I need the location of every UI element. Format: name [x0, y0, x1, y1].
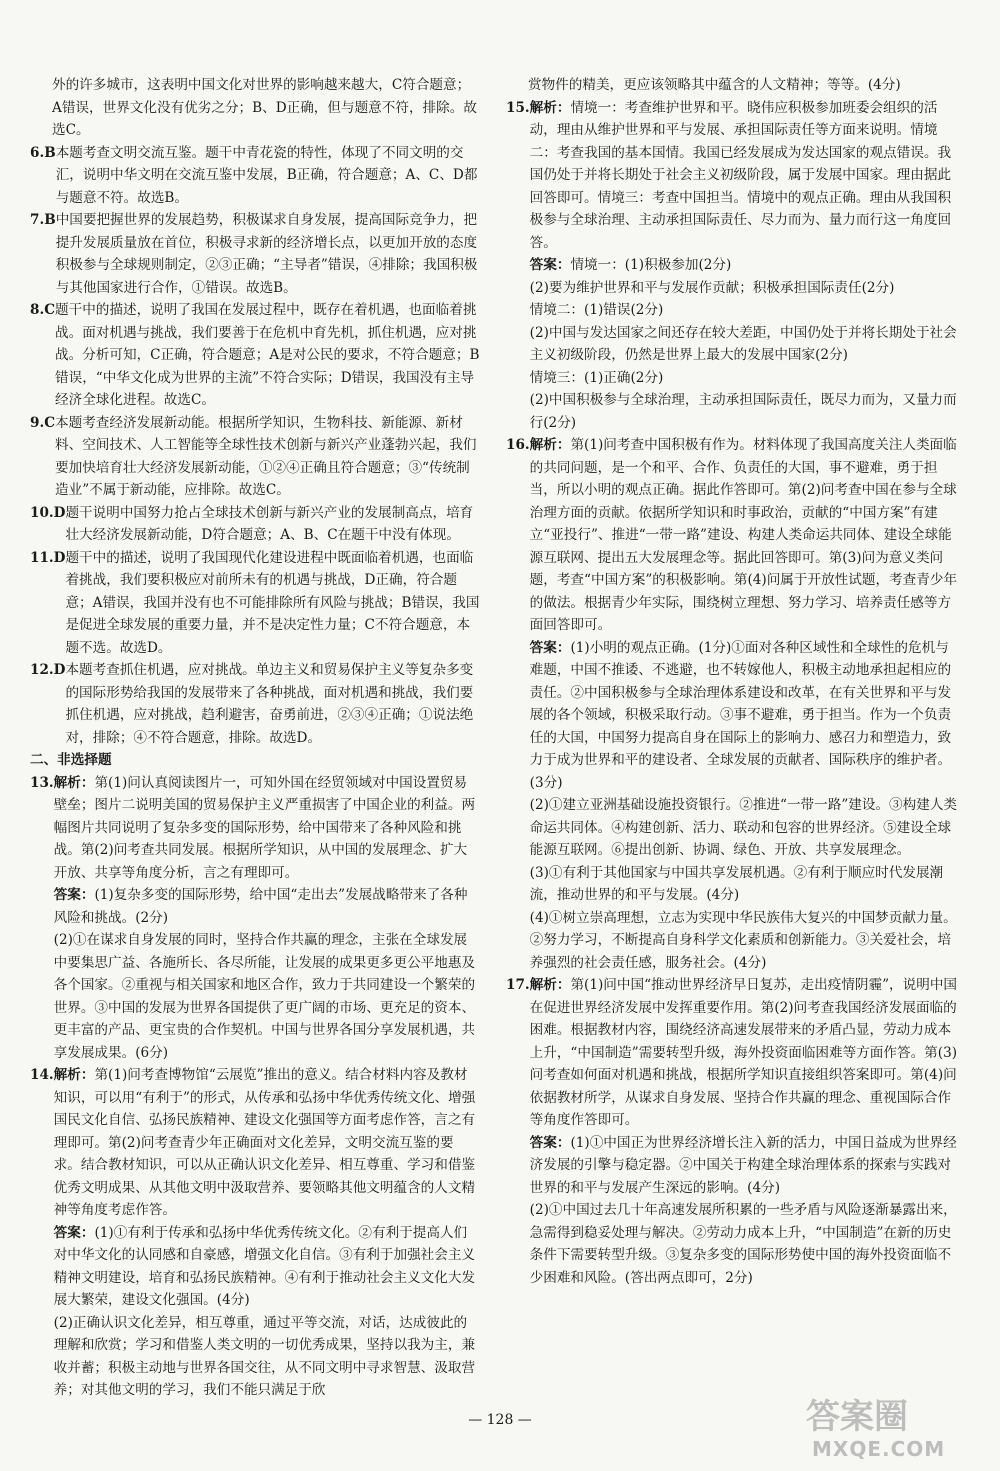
answer-block: [54, 884, 480, 929]
answer-label: 答案：: [529, 639, 571, 656]
answer-text: 本题考查抓住机遇，应对挑战。单边主义和贸易保护主义等复杂多变的国际形势给我国的发展带来了各种挑战，面对机遇和挑战，我们要抓住机遇，应对挑战，趋利避害，奋勇前进，②③④正确；①说法绝对，排除；④不符合题意，排除。故选D。: [65, 662, 474, 746]
answer-label: 答案：: [53, 887, 95, 903]
watermark-url: MXQE.COM: [812, 1437, 946, 1461]
answer-number: 8.C: [30, 302, 56, 318]
answer-label: 答案：: [53, 1224, 95, 1241]
answer-text: 本题考查文明交流互鉴。题干中青花瓷的特性，体现了不同文明的交汇，说明中华文明在交流互鉴中发展，B正确，符合题意；A、C、D都与题意不符。故选B。: [55, 144, 478, 206]
left-column: [30, 74, 480, 1402]
answer-part-2: (2)正确认识文化差异，相互尊重，通过平等交流，对话，达成彼此的理解和欣赏；学习和借鉴人类文明的一切优秀成果，坚持以我为主，兼收并蓄；积极主动地与世界各国交往，从不同文明中寻求智慧、汲取营养；对其他文明的学习，我们不能只满足于欣: [53, 1314, 476, 1398]
analysis-label: 解析：: [53, 1067, 95, 1083]
answer-item-15: [506, 97, 958, 435]
answer-label: 答案：: [529, 1134, 571, 1151]
answer-item-6: [30, 142, 480, 210]
answer-text: 题干中的描述，说明了我国在发展过程中，既存在着机遇，也面临着挑战。面对机遇与挑战，我们要善于在危机中育先机，抓住机遇，应对挑战。分析可知，C正确，符合题意；A是对公民的要求，不符合题意；B错误，“中华文化成为世界的主流”不符合实际；D错误，我国没有主导经济全球化进程。故选C。: [55, 302, 480, 408]
answer-number: 14.: [30, 1067, 54, 1083]
answer-part-1: 情境一：(1)积极参加(2分): [570, 257, 732, 273]
analysis-label: 解析：: [529, 437, 571, 453]
answer-item-12: [30, 659, 480, 749]
answer-body: [530, 97, 958, 435]
analysis-text: 第(1)问中国“推动世界经济早日复苏，走出疫情阴霾”，说明中国在促进世界经济发展中发挥重要作用。第(2)问考查我国经济发展面临的困难。根据教材内容，围绕经济高速发展带来的矛盾凸显，劳动力成本上升，“中国制造”需要转型升级，海外投资面临困难等方面作答。第(3)问考查如何面对机遇和挑战，根据所学知识直接组织答案即可。第(4)问依据教材所学，从谋求自身发展、坚持合作共赢的理念、重视国际合作等角度作答即可。: [529, 977, 958, 1128]
answer-part-1: (1)①中国正为世界经济增长注入新的活力，中国日益成为世界经济发展的引擎与稳定器。②中国关于构建全球治理体系的探索与实践对世界的和平与发展产生深远的影响。(4分): [529, 1134, 957, 1196]
continued-answer: 赏物件的精美，更应该领略其中蕴含的人文精神；等等。(4分): [528, 77, 901, 93]
answer-number: 11.D: [30, 549, 66, 566]
section-heading: 二、非选择题: [30, 752, 112, 768]
analysis-text: 情境一：考查维护世界和平。晓伟应积极参加班委会组织的活动，理由从维护世界和平与发展、承担国际责任等方面来说明。情境二：考查我国的基本国情。我国已经发展成为发达国家的观点错误。我国仍处于并将长期处于社会主义初级阶段，属于发展中国家。理由据此回答即可。情境三：考查中国担当。情境中的观点正确。理由从我国积极参与全球治理、主动承担国际责任、尽力而为、量力而行这一角度回答。: [529, 99, 952, 251]
answer-number: 12.D: [30, 662, 66, 678]
answer-part-3: 情境二：(1)错误(2分): [529, 302, 664, 318]
right-column: [506, 74, 958, 1289]
answer-part-2: (2)①在谋求自身发展的同时，坚持合作共赢的理念，主张在全球发展中要集思广益、各施所长、各尽所能，让发展的成果更多更公平地惠及各个国家。②重视与相关国家和地区合作，致力于共同建设一个繁荣的世界。③中国的发展为世界各国提供了更广阔的市场、更充足的资本、更丰富的产品、更宝贵的合作契机。中国与世界各国分享发展机遇，共享发展成果。(6分): [53, 932, 476, 1061]
answer-part-5: 情境三：(1)正确(2分): [529, 369, 664, 386]
answer-label: 答案：: [529, 257, 571, 273]
answer-item-8: [30, 299, 480, 412]
answer-part-4: (4)①树立崇高理想，立志为实现中华民族伟大复兴的中国梦贡献力量。②努力学习，不断提高自身科学文化素质和创新能力。③关爱社会，培养强烈的社会责任感，服务社会。(4分): [529, 909, 957, 971]
answer-number: 7.B: [30, 212, 56, 228]
answer-number: 6.B: [30, 144, 56, 161]
answer-part-1: (1)复杂多变的国际形势，给中国“走出去”发展战略带来了各种风险和挑战。(2分): [53, 887, 468, 926]
answer-text: 中国要把握世界的发展趋势，积极谋求自身发展，提高国际竞争力，把提升发展质量放在首位，积极寻求新的经济增长点，以更加开放的态度积极参与全球规则制定，②③正确；“主导者”错误，④排除；我国积极与其他国家进行合作，①错误。故选B。: [55, 212, 478, 296]
answer-item-10: [30, 502, 480, 547]
answer-block: [530, 1132, 958, 1200]
answer-part-4: (2)中国与发达国家之间还存在较大差距，中国仍处于并将长期处于社会主义初级阶段，仍然是世界上最大的发展中国家(2分): [529, 324, 957, 363]
analysis-label: 解析：: [529, 977, 571, 993]
answer-number: 10.D: [30, 504, 66, 521]
analysis-label: 解析：: [529, 99, 571, 116]
answer-number: 9.C: [30, 414, 56, 431]
answer-part-2: (2)要为维护世界和平与发展作贡献；积极承担国际责任(2分): [529, 279, 895, 296]
answer-part-1: (1)①有利于传承和弘扬中华优秀传统文化。②有利于提高人们对中华文化的认同感和自豪感，增强文化自信。③有利于加强社会主义精神文明建设，培育和弘扬民族精神。④有利于推动社会主义文化大发展大繁荣，建设文化强国。(4分): [53, 1224, 476, 1308]
answer-number: 13.: [30, 774, 54, 791]
continued-answer: 外的许多城市，这表明中国文化对世界的影响越来越大，C符合题意；A错误，世界文化没有优劣之分；B、D正确，但与题意不符，排除。故选C。: [52, 77, 477, 138]
answer-body: [54, 1064, 480, 1402]
answer-number: 15.: [506, 99, 530, 116]
answer-item-9: [30, 412, 480, 502]
answer-item-13: [30, 772, 480, 1065]
analysis-text: 第(1)问认真阅读图片一，可知外国在经贸领域对中国设置贸易壁垒；图片二说明美国的贸易保护主义严重损害了中国企业的利益。两幅图片共同说明了复杂多变的国际形势，给中国带来了各种风险和挑战。第(2)问考查共同发展。根据所学知识，从中国的发展理念、扩大开放、共享等角度分析，言之有理即可。: [53, 774, 476, 881]
answer-body: [530, 434, 958, 974]
answer-number: 16.: [506, 437, 530, 453]
answer-item-11: [30, 547, 480, 660]
answer-block: [54, 1222, 480, 1312]
answer-part-6: (2)中国积极参与全球治理，主动承担国际责任，既尽力而为，又量力而行(2分): [529, 392, 957, 431]
answer-item-17: [506, 974, 958, 1289]
analysis-text: 第(1)问考查中国积极有作为。材料体现了我国高度关注人类面临的共同问题，是一个和平、合作、负责任的大国，事不避难，勇于担当，所以小明的观点正确。据此作答即可。第(2)问考查中国在参与全球治理方面的贡献。依据所学知识和时事政治，贡献的“中国方案”有建立“亚投行”、推进“一带一路”建设、构建人类命运共同体、建设全球能源互联网、提出五大发展理念等。据此回答即可。第(3)问为意义类问题，考查“中国方案”的积极影响。第(4)问属于开放性试题，考查青少年的做法。根据青少年实际，围绕树立理想、努力学习、培养责任感等方面回答即可。: [529, 437, 958, 633]
answer-part-2: (2)①建立亚洲基础设施投资银行。②推进“一带一路”建设。③构建人类命运共同体。④构建创新、活力、联动和包容的世界经济。⑤建设全球能源互联网。⑥提出创新、协调、绿色、开放、共享发展理念。: [529, 797, 958, 858]
answer-item-14: [30, 1064, 480, 1402]
answer-number: 17.: [506, 977, 530, 993]
analysis-label: 解析：: [53, 774, 95, 791]
page-number: — 128 —: [468, 1412, 532, 1428]
answer-text: 本题考查经济发展新动能。根据所学知识，生物科技、新能源、新材料、空间技术、人工智能等全球性技术创新与新兴产业蓬勃兴起，我们要加快培育壮大经济发展新动能，①②④正确且符合题意；③“传统制造业”不属于新动能，应排除。故选C。: [55, 414, 477, 498]
answer-item-16: [506, 434, 958, 974]
answer-body: [54, 772, 480, 1065]
answer-text: 题干说明中国努力抢占全球技术创新与新兴产业的发展制高点，培育壮大经济发展新动能，D符合题意；A、B、C在题干中没有体现。: [65, 504, 474, 543]
answer-body: [530, 974, 958, 1289]
watermark-logo: [800, 1392, 970, 1462]
answer-part-1: (1)小明的观点正确。(1分)①面对各种区域性和全球性的危机与难题，中国不推诿、不逃避，也不转嫁他人，积极主动地承担起相应的责任。②中国积极参与全球治理体系建设和改革，在有关世界和平与发展的各个领域，积极采取行动。③事不避难，勇于担当。作为一个负责任的大国，中国努力提高自身在国际上的影响力、感召力和塑造力，致力于成为世界和平的建设者、全球发展的贡献者、国际秩序的维护者。(3分): [529, 639, 952, 791]
answer-block: [530, 637, 958, 795]
analysis-text: 第(1)问考查博物馆“云展览”推出的意义。结合材料内容及教材知识，可以用“有利于”的形式，从传承和弘扬中华优秀传统文化、增强国民文化自信、弘扬民族精神、建设文化强国等方面考虑作答，言之有理即可。第(2)问考查青少年正确面对文化差异，文明交流互鉴的要求。结合教材知识，可以从正确认识文化差异、相互尊重、学习和借鉴优秀文明成果、从其他文明中汲取营养、要领略其他文明蕴含的人文精神等角度考虑作答。: [53, 1067, 476, 1218]
answer-item-7: [30, 209, 480, 299]
answer-block: [530, 254, 958, 277]
watermark-text: 答案圈: [806, 1397, 908, 1437]
answer-part-3: (3)①有利于其他国家与中国共享发展机遇。②有利于顺应时代发展潮流，推动世界的和平与发展。(4分): [529, 864, 944, 903]
answer-part-2: (2)①中国过去几十年高速发展所积累的一些矛盾与风险逐渐暴露出来，急需得到稳妥处理与解决。②劳动力成本上升，“中国制造”在新的历史条件下需要转型升级。③复杂多变的国际形势使中国的海外投资面临不少困难和风险。(答出两点即可，2分): [529, 1202, 957, 1286]
answer-text: 题干中的描述，说明了我国现代化建设进程中既面临着机遇，也面临着挑战，我们要积极应对前所未有的机遇与挑战，D正确，符合题意；A错误，我国并没有也不可能排除所有风险与挑战；B错误，我国是促进全球发展的重要力量，并不是决定性力量；C不符合题意，本题不选。故选D。: [65, 549, 480, 656]
